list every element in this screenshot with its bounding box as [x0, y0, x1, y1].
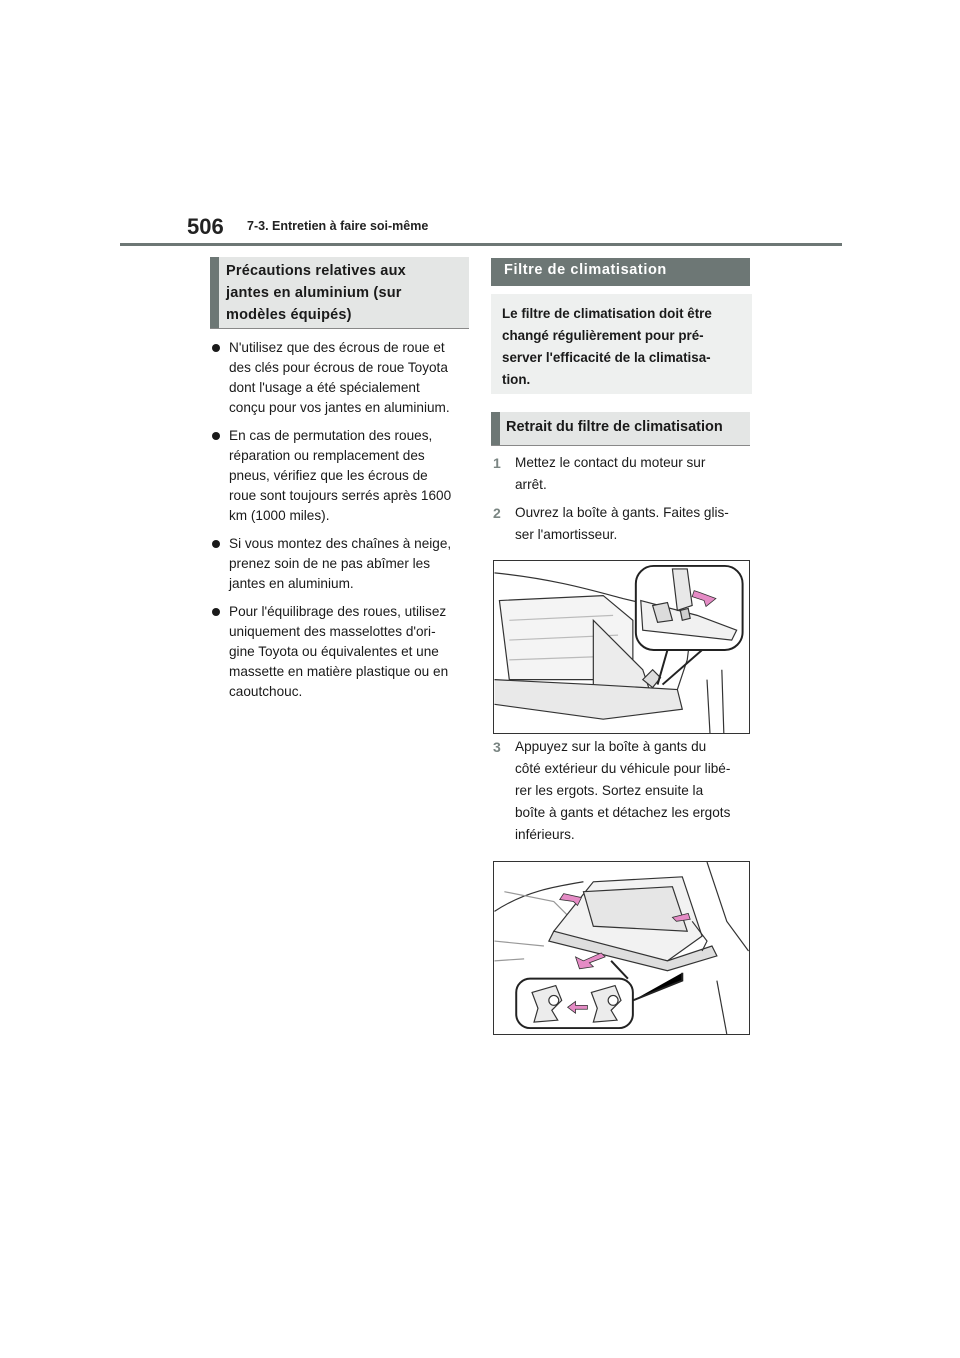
list-item-line: des clés pour écrous de roue Toyota	[229, 360, 448, 375]
step-number: 2	[493, 505, 501, 521]
list-item-line: Si vous montez des chaînes à neige,	[229, 536, 452, 551]
list-item-line: dont l'usage a été spécialement	[229, 380, 420, 395]
list-item-line: Pour l'équilibrage des roues, utilisez	[229, 604, 447, 619]
figure-glovebox-removal	[493, 861, 750, 1035]
list-item-line: roue sont toujours serrés après 1600	[229, 488, 452, 503]
bullet-icon	[212, 608, 220, 616]
caution-title-line: modèles équipés)	[226, 307, 352, 323]
list-item	[210, 426, 472, 526]
caution-title-line: Précautions relatives aux	[226, 263, 406, 279]
list-item-line: jantes en aluminium.	[229, 576, 354, 591]
section-header: 7-3. Entretien à faire soi-même	[247, 219, 429, 233]
bullet-icon	[212, 344, 220, 352]
step-line: arrêt.	[515, 477, 547, 492]
step-text	[493, 736, 753, 846]
list-item-line: uniquement des masselottes d'ori-	[229, 624, 436, 639]
list-item-line: km (1000 miles).	[229, 508, 330, 523]
caution-list	[210, 338, 472, 710]
step-number: 3	[493, 739, 501, 755]
step-line: Mettez le contact du moteur sur	[515, 455, 706, 470]
header-rule	[120, 243, 842, 246]
caution-title	[226, 260, 463, 326]
list-item-line: N'utilisez que des écrous de roue et	[229, 340, 445, 355]
removal-underline	[491, 445, 750, 446]
step-text	[493, 452, 753, 496]
intro-line: changé régulièrement pour pré-	[502, 328, 704, 343]
step-line: ser l'amortisseur.	[515, 527, 618, 542]
bullet-icon	[212, 432, 220, 440]
glovebox-damper-illustration	[494, 561, 749, 733]
step-line: Ouvrez la boîte à gants. Faites glis-	[515, 505, 729, 520]
intro-line: server l'efficacité de la climatisa-	[502, 350, 711, 365]
step-text	[493, 502, 753, 546]
intro-line: Le filtre de climatisation doit être	[502, 306, 712, 321]
bullet-icon	[212, 540, 220, 548]
glovebox-removal-illustration	[494, 862, 749, 1034]
caution-box	[210, 257, 469, 328]
caution-title-line: jantes en aluminium (sur	[226, 285, 402, 301]
figure-glovebox-damper	[493, 560, 750, 734]
step-number: 1	[493, 455, 501, 471]
list-item	[210, 534, 472, 594]
list-item-line: réparation ou remplacement des	[229, 448, 425, 463]
list-item-line: caoutchouc.	[229, 684, 303, 699]
intro-box	[491, 294, 752, 394]
removal-heading: Retrait du filtre de climatisation	[491, 412, 750, 445]
step-1	[493, 452, 753, 496]
page-number: 506	[187, 214, 224, 239]
list-item	[210, 602, 472, 702]
list-item-line: conçu pour vos jantes en aluminium.	[229, 400, 450, 415]
step-3	[493, 736, 753, 846]
step-line: côté extérieur du véhicule pour libé-	[515, 761, 731, 776]
intro-line: tion.	[502, 372, 531, 387]
list-item	[210, 338, 472, 418]
caution-underline	[210, 328, 469, 329]
intro-text	[502, 303, 744, 391]
list-item-line: En cas de permutation des roues,	[229, 428, 433, 443]
step-line: inférieurs.	[515, 827, 575, 842]
filter-heading: Filtre de climatisation	[491, 258, 750, 286]
list-item-line: massette en matière plastique ou en	[229, 664, 449, 679]
step-line: rer les ergots. Sortez ensuite la	[515, 783, 704, 798]
step-line: Appuyez sur la boîte à gants du	[515, 739, 707, 754]
step-line: boîte à gants et détachez les ergots	[515, 805, 731, 820]
list-item-line: gine Toyota ou équivalentes et une	[229, 644, 439, 659]
list-item-line: prenez soin de ne pas abîmer les	[229, 556, 431, 571]
list-item-line: pneus, vérifiez que les écrous de	[229, 468, 428, 483]
step-2	[493, 502, 753, 546]
